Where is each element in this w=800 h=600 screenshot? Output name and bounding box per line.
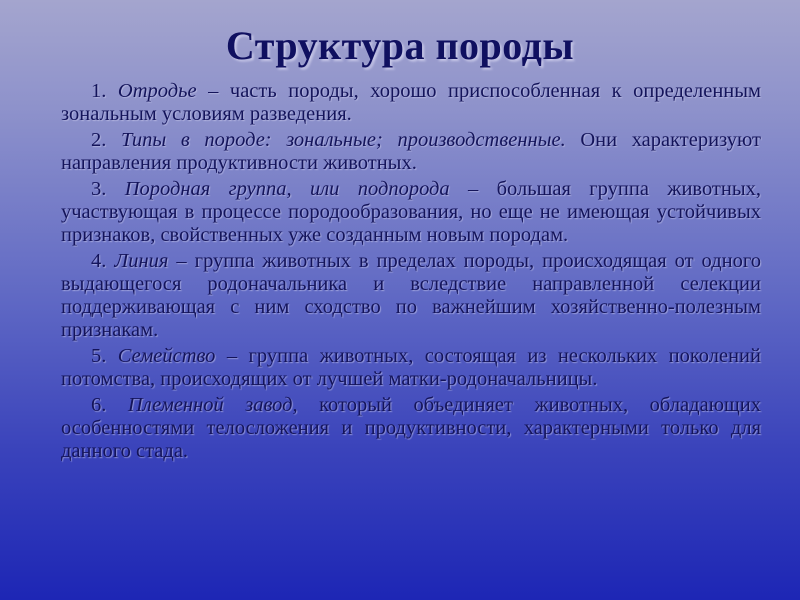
item-separator: –	[449, 178, 497, 200]
item-number: 6.	[91, 394, 107, 416]
item-text: группа животных, состоящая из нескольких поколений потомства, происходящих от лучшей матки-родоначальницы.	[61, 345, 761, 390]
list-item	[61, 394, 761, 463]
item-text: который объединяет животных, обладающих особенностями телосложения и продуктивности, характерными только для данного стада.	[61, 394, 762, 462]
list-item	[61, 345, 761, 391]
item-text: группа животных в пределах породы, происходящая от одного выдающегося родоначальника и вследствие направленной селекции поддерживающая с ним сходство по важнейшим хозяйственно-полезным признакам.	[61, 250, 762, 341]
list-item	[61, 129, 761, 175]
item-term: Типы в породе: зональные; производственные.	[120, 129, 566, 151]
item-term: Породная группа, или подпорода	[124, 178, 450, 200]
item-number: 5.	[91, 345, 107, 367]
item-number: 1.	[91, 80, 107, 102]
item-term: Семейство	[117, 345, 216, 367]
item-number: 2.	[91, 129, 107, 151]
item-number: 4.	[91, 250, 107, 272]
list-item	[61, 178, 761, 247]
item-text: часть породы, хорошо приспособленная к определенным зональным условиям разведения.	[61, 80, 762, 125]
list-item	[61, 250, 761, 342]
item-text: Они характеризуют направления продуктивности животных.	[61, 129, 762, 174]
item-text: большая группа животных, участвующая в процессе породообразования, но еще не имеющая устойчивых признаков, свойственных уже созданным новым породам.	[61, 178, 762, 246]
item-separator	[298, 394, 320, 416]
slide-content	[61, 80, 761, 466]
item-term: Линия	[114, 250, 169, 272]
item-separator	[566, 129, 581, 151]
item-separator: –	[168, 250, 195, 272]
slide-title: Структура породы	[225, 23, 575, 68]
item-separator: –	[196, 80, 230, 102]
item-term: Племенной завод,	[127, 394, 298, 416]
list-item	[61, 80, 761, 126]
item-number: 3.	[91, 178, 107, 200]
item-separator: –	[215, 345, 249, 367]
item-term: Отродье	[117, 80, 197, 102]
